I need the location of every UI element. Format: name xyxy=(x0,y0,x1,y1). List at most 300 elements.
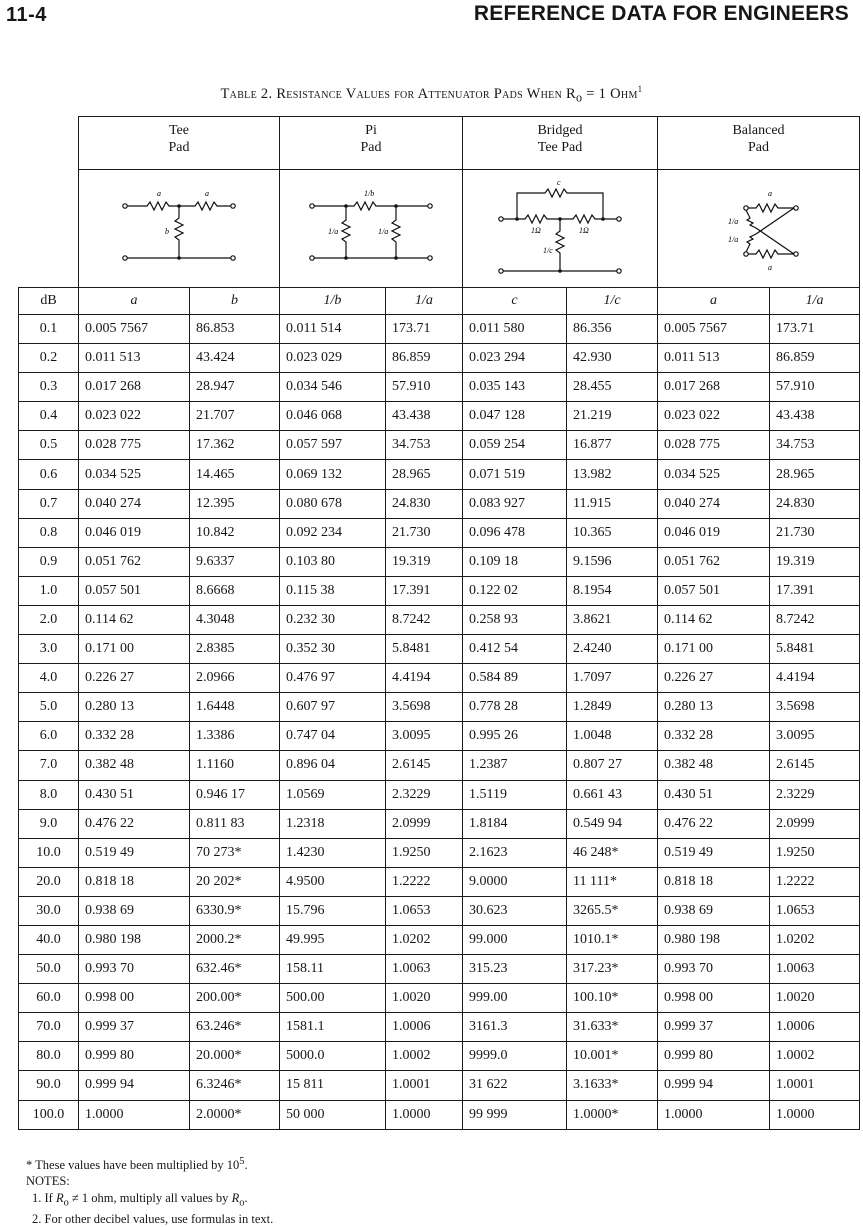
value-cell: 1.3386 xyxy=(190,722,280,751)
value-cell: 2.0000* xyxy=(190,1100,280,1129)
svg-text:1/a: 1/a xyxy=(727,216,738,226)
value-cell: 14.465 xyxy=(190,460,280,489)
caption-title: Resistance Values for Attenuator Pads When R xyxy=(276,85,577,102)
db-cell: 4.0 xyxy=(19,664,79,693)
value-cell: 0.226 27 xyxy=(79,664,190,693)
value-cell: 200.00* xyxy=(190,984,280,1013)
svg-text:a: a xyxy=(767,188,772,198)
value-cell: 15.796 xyxy=(280,896,386,925)
table-row xyxy=(19,547,860,576)
table-row xyxy=(19,984,860,1013)
value-cell: 30.623 xyxy=(463,896,567,925)
table-row xyxy=(19,315,860,344)
value-cell: 0.051 762 xyxy=(658,547,770,576)
value-cell: 20.000* xyxy=(190,1042,280,1071)
svg-text:1Ω: 1Ω xyxy=(579,225,589,235)
value-cell: 4.3048 xyxy=(190,605,280,634)
value-cell: 24.830 xyxy=(770,489,860,518)
value-cell: 86.853 xyxy=(190,315,280,344)
value-cell: 0.999 94 xyxy=(79,1071,190,1100)
value-cell: 0.999 80 xyxy=(79,1042,190,1071)
header-blank-cell xyxy=(19,117,79,288)
value-cell: 4.4194 xyxy=(386,664,463,693)
value-cell: 86.859 xyxy=(386,344,463,373)
value-cell: 70 273* xyxy=(190,838,280,867)
value-cell: 0.999 94 xyxy=(658,1071,770,1100)
value-cell: 0.607 97 xyxy=(280,693,386,722)
table-row xyxy=(19,489,860,518)
value-cell: 0.993 70 xyxy=(79,955,190,984)
pi-pad-diagram xyxy=(280,170,463,288)
value-cell: 1.0202 xyxy=(386,925,463,954)
tee-pad-schematic-icon xyxy=(119,184,239,274)
value-cell: 3.8621 xyxy=(567,605,658,634)
value-cell: 0.005 7567 xyxy=(658,315,770,344)
table-row xyxy=(19,664,860,693)
value-cell: 173.71 xyxy=(386,315,463,344)
value-cell: 1.0006 xyxy=(386,1013,463,1042)
value-cell: 0.059 254 xyxy=(463,431,567,460)
group-tee-pad: Tee Pad xyxy=(79,117,280,170)
col-header-balanced-1a: 1/a xyxy=(770,288,860,315)
value-cell: 43.438 xyxy=(386,402,463,431)
svg-text:a: a xyxy=(205,188,209,198)
db-cell: 10.0 xyxy=(19,838,79,867)
value-cell: 0.747 04 xyxy=(280,722,386,751)
db-cell: 50.0 xyxy=(19,955,79,984)
value-cell: 1.0202 xyxy=(770,925,860,954)
value-cell: 6.3246* xyxy=(190,1071,280,1100)
value-cell: 10.365 xyxy=(567,518,658,547)
value-cell: 86.859 xyxy=(770,344,860,373)
value-cell: 3.0095 xyxy=(770,722,860,751)
value-cell: 28.455 xyxy=(567,373,658,402)
value-cell: 1.0653 xyxy=(386,896,463,925)
value-cell: 6330.9* xyxy=(190,896,280,925)
balanced-pad-schematic-icon xyxy=(704,184,814,274)
value-cell: 0.999 37 xyxy=(79,1013,190,1042)
table-row xyxy=(19,460,860,489)
value-cell: 0.057 501 xyxy=(658,576,770,605)
caption-label: Table 2. xyxy=(220,85,273,102)
value-cell: 0.332 28 xyxy=(79,722,190,751)
value-cell: 0.092 234 xyxy=(280,518,386,547)
value-cell: 0.519 49 xyxy=(658,838,770,867)
col-header-pi-1b: 1/b xyxy=(280,288,386,315)
svg-text:1Ω: 1Ω xyxy=(531,225,541,235)
value-cell: 0.661 43 xyxy=(567,780,658,809)
value-cell: 21.730 xyxy=(770,518,860,547)
value-cell: 17.391 xyxy=(770,576,860,605)
value-cell: 5000.0 xyxy=(280,1042,386,1071)
value-cell: 1.9250 xyxy=(770,838,860,867)
value-cell: 0.995 26 xyxy=(463,722,567,751)
value-cell: 43.424 xyxy=(190,344,280,373)
svg-text:1/a: 1/a xyxy=(328,226,339,236)
tee-pad-diagram xyxy=(79,170,280,288)
value-cell: 1.2222 xyxy=(770,867,860,896)
db-cell: 2.0 xyxy=(19,605,79,634)
value-cell: 0.584 89 xyxy=(463,664,567,693)
value-cell: 1.1160 xyxy=(190,751,280,780)
table-row xyxy=(19,751,860,780)
value-cell: 16.877 xyxy=(567,431,658,460)
value-cell: 0.122 02 xyxy=(463,576,567,605)
value-cell: 0.896 04 xyxy=(280,751,386,780)
value-cell: 0.040 274 xyxy=(658,489,770,518)
value-cell: 0.114 62 xyxy=(658,605,770,634)
value-cell: 0.083 927 xyxy=(463,489,567,518)
table-row xyxy=(19,518,860,547)
value-cell: 2.3229 xyxy=(770,780,860,809)
value-cell: 1.8184 xyxy=(463,809,567,838)
table-row xyxy=(19,344,860,373)
value-cell: 0.476 22 xyxy=(79,809,190,838)
table-row xyxy=(19,925,860,954)
value-cell: 21.707 xyxy=(190,402,280,431)
value-cell: 0.046 019 xyxy=(79,518,190,547)
value-cell: 0.811 83 xyxy=(190,809,280,838)
svg-text:1/c: 1/c xyxy=(543,245,553,255)
value-cell: 1.0020 xyxy=(386,984,463,1013)
value-cell: 21.730 xyxy=(386,518,463,547)
db-cell: 0.2 xyxy=(19,344,79,373)
value-cell: 49.995 xyxy=(280,925,386,954)
value-cell: 632.46* xyxy=(190,955,280,984)
value-cell: 0.999 80 xyxy=(658,1042,770,1071)
col-header-db: dB xyxy=(19,288,79,315)
value-cell: 17.362 xyxy=(190,431,280,460)
value-cell: 0.057 597 xyxy=(280,431,386,460)
value-cell: 1.0001 xyxy=(386,1071,463,1100)
value-cell: 99 999 xyxy=(463,1100,567,1129)
value-cell: 10.001* xyxy=(567,1042,658,1071)
table-row xyxy=(19,809,860,838)
value-cell: 2.0999 xyxy=(386,809,463,838)
value-cell: 0.034 525 xyxy=(79,460,190,489)
value-cell: 0.080 678 xyxy=(280,489,386,518)
col-header-balanced-a: a xyxy=(658,288,770,315)
value-cell: 0.028 775 xyxy=(658,431,770,460)
notes-heading: NOTES: xyxy=(26,1174,70,1189)
value-cell: 1.4230 xyxy=(280,838,386,867)
value-cell: 1.0653 xyxy=(770,896,860,925)
col-header-bridged-c: c xyxy=(463,288,567,315)
value-cell: 86.356 xyxy=(567,315,658,344)
value-cell: 1.0048 xyxy=(567,722,658,751)
value-cell: 1.2318 xyxy=(280,809,386,838)
value-cell: 3.1633* xyxy=(567,1071,658,1100)
value-cell: 2000.2* xyxy=(190,925,280,954)
value-cell: 0.046 068 xyxy=(280,402,386,431)
db-cell: 0.8 xyxy=(19,518,79,547)
value-cell: 1.0063 xyxy=(386,955,463,984)
value-cell: 0.476 97 xyxy=(280,664,386,693)
caption-subscript: o xyxy=(576,90,583,105)
value-cell: 1.9250 xyxy=(386,838,463,867)
value-cell: 0.011 580 xyxy=(463,315,567,344)
col-header-pi-1a: 1/a xyxy=(386,288,463,315)
value-cell: 0.430 51 xyxy=(658,780,770,809)
value-cell: 2.8385 xyxy=(190,635,280,664)
db-cell: 0.1 xyxy=(19,315,79,344)
value-cell: 0.017 268 xyxy=(79,373,190,402)
value-cell: 11.915 xyxy=(567,489,658,518)
value-cell: 9.1596 xyxy=(567,547,658,576)
value-cell: 0.938 69 xyxy=(658,896,770,925)
value-cell: 8.1954 xyxy=(567,576,658,605)
note-1: 1. If $R_o \ne 1$ ohm, multiply all values by $R_o$. xyxy=(32,1190,248,1209)
table-row xyxy=(19,431,860,460)
value-cell: 28.965 xyxy=(770,460,860,489)
table-row xyxy=(19,867,860,896)
col-header-tee-a: a xyxy=(79,288,190,315)
value-cell: 0.109 18 xyxy=(463,547,567,576)
value-cell: 3265.5* xyxy=(567,896,658,925)
value-cell: 0.034 546 xyxy=(280,373,386,402)
table-row xyxy=(19,1071,860,1100)
db-cell: 0.9 xyxy=(19,547,79,576)
value-cell: 11 111* xyxy=(567,867,658,896)
value-cell: 9999.0 xyxy=(463,1042,567,1071)
value-cell: 1.0000 xyxy=(770,1100,860,1129)
value-cell: 1581.1 xyxy=(280,1013,386,1042)
value-cell: 5.8481 xyxy=(770,635,860,664)
value-cell: 0.034 525 xyxy=(658,460,770,489)
value-cell: 0.171 00 xyxy=(658,635,770,664)
value-cell: 1.0006 xyxy=(770,1013,860,1042)
value-cell: 24.830 xyxy=(386,489,463,518)
value-cell: 3.0095 xyxy=(386,722,463,751)
value-cell: 57.910 xyxy=(386,373,463,402)
db-cell: 1.0 xyxy=(19,576,79,605)
table-row xyxy=(19,955,860,984)
table-row xyxy=(19,373,860,402)
value-cell: 99.000 xyxy=(463,925,567,954)
table-row xyxy=(19,1013,860,1042)
caption-tail: = 1 Ohm xyxy=(582,85,638,102)
value-cell: 0.998 00 xyxy=(658,984,770,1013)
value-cell: 0.226 27 xyxy=(658,664,770,693)
db-cell: 30.0 xyxy=(19,896,79,925)
db-cell: 9.0 xyxy=(19,809,79,838)
pi-pad-schematic-icon xyxy=(306,184,436,274)
value-cell: 500.00 xyxy=(280,984,386,1013)
value-cell: 1.2387 xyxy=(463,751,567,780)
value-cell: 100.10* xyxy=(567,984,658,1013)
value-cell: 0.993 70 xyxy=(658,955,770,984)
value-cell: 999.00 xyxy=(463,984,567,1013)
value-cell: 10.842 xyxy=(190,518,280,547)
col-header-bridged-1c: 1/c xyxy=(567,288,658,315)
db-cell: 90.0 xyxy=(19,1071,79,1100)
value-cell: 3.5698 xyxy=(386,693,463,722)
value-cell: 173.71 xyxy=(770,315,860,344)
value-cell: 50 000 xyxy=(280,1100,386,1129)
db-cell: 6.0 xyxy=(19,722,79,751)
value-cell: 3.5698 xyxy=(770,693,860,722)
db-cell: 60.0 xyxy=(19,984,79,1013)
page-number: 11-4 xyxy=(6,4,47,26)
value-cell: 0.046 019 xyxy=(658,518,770,547)
svg-text:1/a: 1/a xyxy=(378,226,389,236)
col-header-tee-b: b xyxy=(190,288,280,315)
db-cell: 80.0 xyxy=(19,1042,79,1071)
footnote-multiplier: * These values have been multiplied by $10^5$. xyxy=(26,1156,248,1173)
value-cell: 57.910 xyxy=(770,373,860,402)
value-cell: 0.998 00 xyxy=(79,984,190,1013)
value-cell: 0.069 132 xyxy=(280,460,386,489)
value-cell: 28.965 xyxy=(386,460,463,489)
db-cell: 20.0 xyxy=(19,867,79,896)
caption-footnote-ref: 1 xyxy=(637,84,643,94)
table-row xyxy=(19,693,860,722)
value-cell: 0.011 513 xyxy=(79,344,190,373)
svg-text:1/a: 1/a xyxy=(727,234,738,244)
value-cell: 9.0000 xyxy=(463,867,567,896)
value-cell: 0.232 30 xyxy=(280,605,386,634)
value-cell: 0.980 198 xyxy=(658,925,770,954)
value-cell: 0.980 198 xyxy=(79,925,190,954)
value-cell: 0.035 143 xyxy=(463,373,567,402)
value-cell: 2.0999 xyxy=(770,809,860,838)
value-cell: 15 811 xyxy=(280,1071,386,1100)
value-cell: 0.071 519 xyxy=(463,460,567,489)
value-cell: 0.382 48 xyxy=(658,751,770,780)
db-cell: 0.4 xyxy=(19,402,79,431)
value-cell: 0.023 029 xyxy=(280,344,386,373)
value-cell: 8.7242 xyxy=(770,605,860,634)
value-cell: 1.0001 xyxy=(770,1071,860,1100)
group-bridged-tee-pad: Bridged Tee Pad xyxy=(463,117,658,170)
value-cell: 1.0569 xyxy=(280,780,386,809)
value-cell: 34.753 xyxy=(770,431,860,460)
table-notes xyxy=(26,1154,273,1227)
value-cell: 28.947 xyxy=(190,373,280,402)
value-cell: 0.023 022 xyxy=(658,402,770,431)
value-cell: 2.0966 xyxy=(190,664,280,693)
table-row xyxy=(19,896,860,925)
table-row xyxy=(19,635,860,664)
value-cell: 0.352 30 xyxy=(280,635,386,664)
value-cell: 0.476 22 xyxy=(658,809,770,838)
value-cell: 9.6337 xyxy=(190,547,280,576)
value-cell: 31.633* xyxy=(567,1013,658,1042)
value-cell: 1010.1* xyxy=(567,925,658,954)
table-row xyxy=(19,722,860,751)
db-cell: 8.0 xyxy=(19,780,79,809)
value-cell: 0.280 13 xyxy=(658,693,770,722)
value-cell: 1.6448 xyxy=(190,693,280,722)
value-cell: 17.391 xyxy=(386,576,463,605)
value-cell: 2.1623 xyxy=(463,838,567,867)
value-cell: 0.430 51 xyxy=(79,780,190,809)
value-cell: 1.0000* xyxy=(567,1100,658,1129)
value-cell: 0.549 94 xyxy=(567,809,658,838)
value-cell: 12.395 xyxy=(190,489,280,518)
table-row xyxy=(19,1100,860,1129)
value-cell: 0.115 38 xyxy=(280,576,386,605)
column-header-row xyxy=(19,288,860,315)
diagram-row xyxy=(19,170,860,288)
value-cell: 1.0020 xyxy=(770,984,860,1013)
value-cell: 0.051 762 xyxy=(79,547,190,576)
value-cell: 42.930 xyxy=(567,344,658,373)
value-cell: 1.2222 xyxy=(386,867,463,896)
note-2: 2. For other decibel values, use formulas in text. xyxy=(32,1212,274,1227)
value-cell: 34.753 xyxy=(386,431,463,460)
svg-text:a: a xyxy=(767,262,772,272)
value-cell: 0.946 17 xyxy=(190,780,280,809)
table-row xyxy=(19,576,860,605)
book-title: REFERENCE DATA FOR ENGINEERS xyxy=(473,2,849,25)
svg-text:a: a xyxy=(157,188,161,198)
svg-text:b: b xyxy=(165,226,169,236)
table-caption xyxy=(0,84,863,106)
value-cell: 0.011 513 xyxy=(658,344,770,373)
table-row xyxy=(19,402,860,431)
value-cell: 20 202* xyxy=(190,867,280,896)
table-body xyxy=(19,315,860,1130)
value-cell: 2.6145 xyxy=(386,751,463,780)
value-cell: 0.818 18 xyxy=(79,867,190,896)
group-header-row xyxy=(19,117,860,170)
value-cell: 19.319 xyxy=(386,547,463,576)
value-cell: 8.7242 xyxy=(386,605,463,634)
value-cell: 1.5119 xyxy=(463,780,567,809)
value-cell: 0.023 294 xyxy=(463,344,567,373)
value-cell: 4.9500 xyxy=(280,867,386,896)
value-cell: 0.412 54 xyxy=(463,635,567,664)
value-cell: 0.005 7567 xyxy=(79,315,190,344)
db-cell: 5.0 xyxy=(19,693,79,722)
value-cell: 1.0000 xyxy=(386,1100,463,1129)
group-pi-pad: Pi Pad xyxy=(280,117,463,170)
table-row xyxy=(19,780,860,809)
db-cell: 100.0 xyxy=(19,1100,79,1129)
value-cell: 317.23* xyxy=(567,955,658,984)
attenuator-table xyxy=(18,116,860,1130)
value-cell: 1.0002 xyxy=(386,1042,463,1071)
page-header xyxy=(0,0,863,40)
value-cell: 3161.3 xyxy=(463,1013,567,1042)
value-cell: 0.011 514 xyxy=(280,315,386,344)
value-cell: 0.807 27 xyxy=(567,751,658,780)
value-cell: 0.114 62 xyxy=(79,605,190,634)
bridged-tee-schematic-icon xyxy=(495,179,625,279)
value-cell: 1.7097 xyxy=(567,664,658,693)
value-cell: 0.023 022 xyxy=(79,402,190,431)
svg-text:1/b: 1/b xyxy=(364,188,375,198)
value-cell: 63.246* xyxy=(190,1013,280,1042)
value-cell: 0.171 00 xyxy=(79,635,190,664)
db-cell: 7.0 xyxy=(19,751,79,780)
value-cell: 13.982 xyxy=(567,460,658,489)
value-cell: 4.4194 xyxy=(770,664,860,693)
balanced-pad-diagram xyxy=(658,170,860,288)
value-cell: 1.0002 xyxy=(770,1042,860,1071)
group-balanced-pad: Balanced Pad xyxy=(658,117,860,170)
value-cell: 1.2849 xyxy=(567,693,658,722)
value-cell: 0.519 49 xyxy=(79,838,190,867)
db-cell: 3.0 xyxy=(19,635,79,664)
value-cell: 43.438 xyxy=(770,402,860,431)
table-row xyxy=(19,838,860,867)
db-cell: 40.0 xyxy=(19,925,79,954)
value-cell: 19.319 xyxy=(770,547,860,576)
value-cell: 0.382 48 xyxy=(79,751,190,780)
value-cell: 0.040 274 xyxy=(79,489,190,518)
